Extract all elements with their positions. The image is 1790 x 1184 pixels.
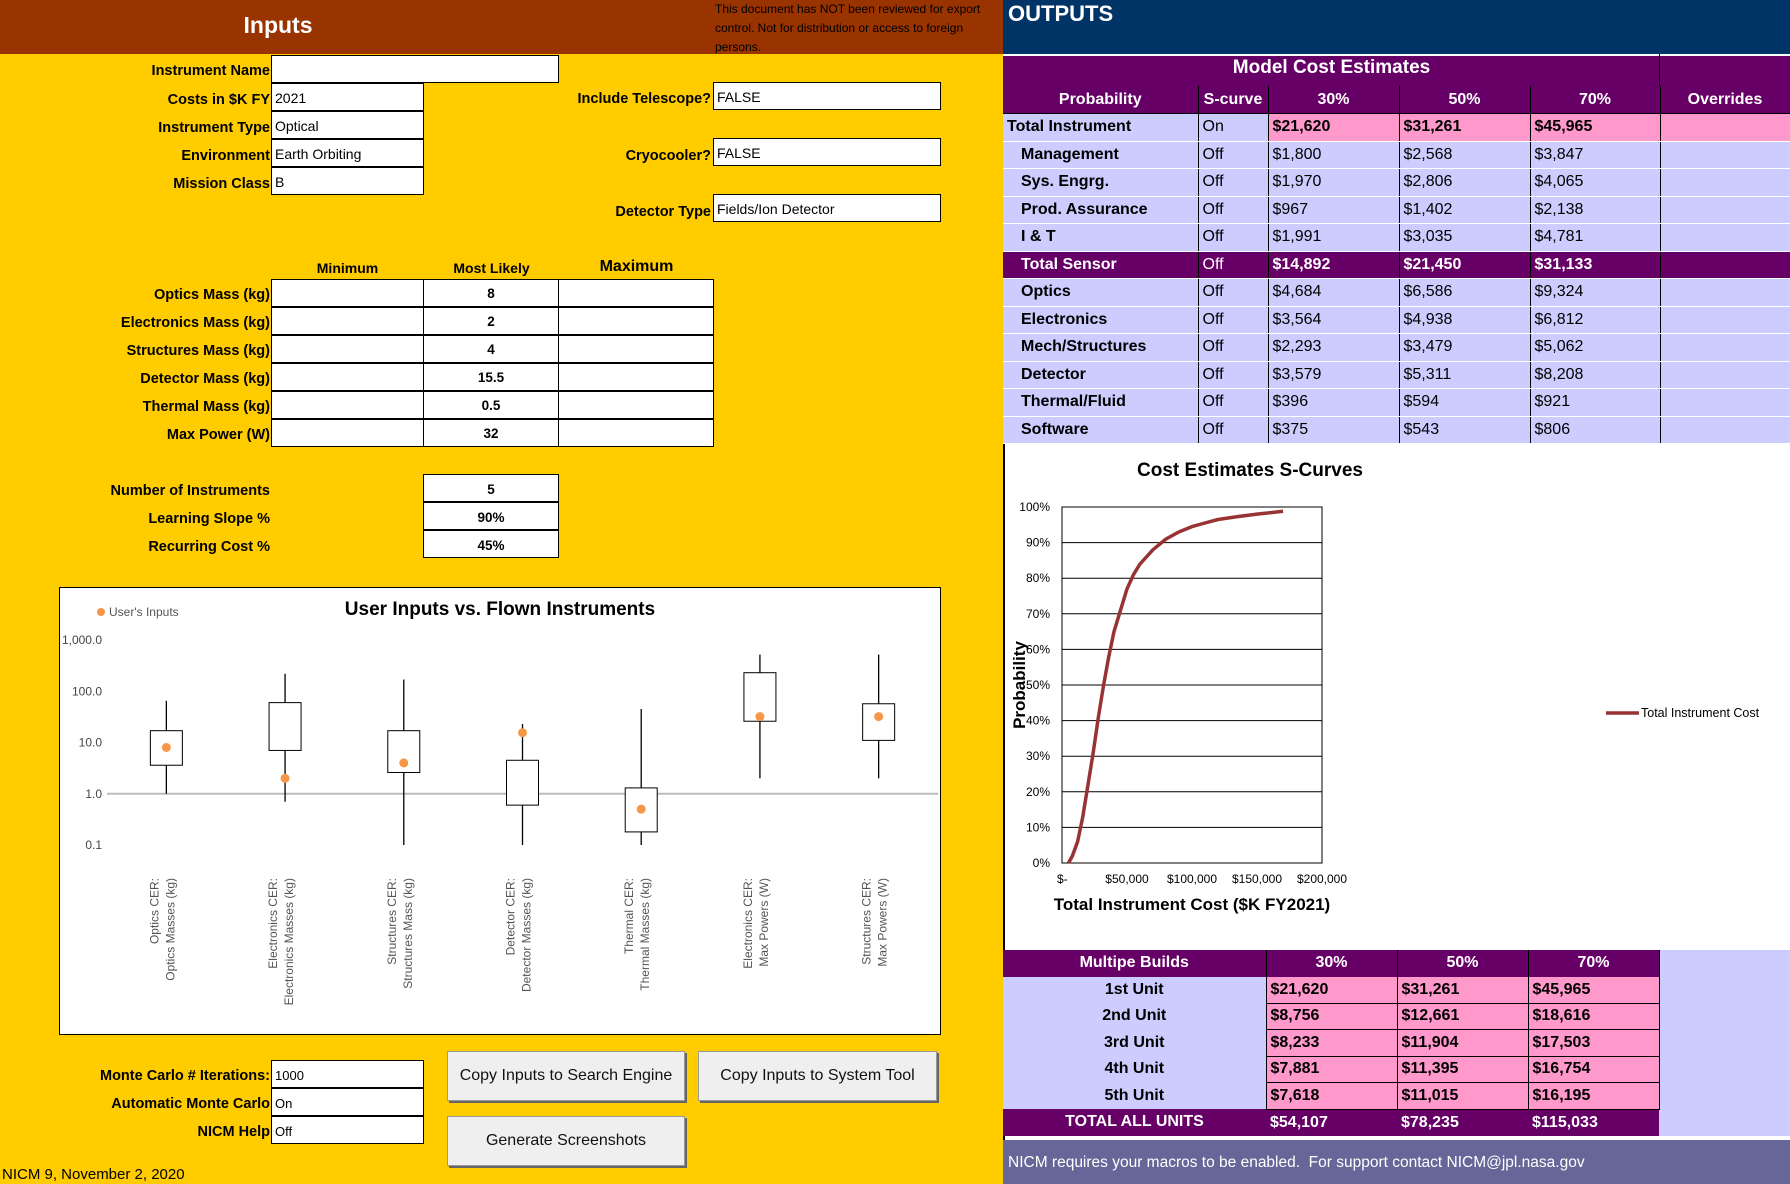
cost-row-p30: $1,991 [1268,224,1399,252]
cost-row-p70: $45,965 [1530,114,1660,142]
cost-row-p30: $14,892 [1268,251,1399,279]
cost-row-scurve[interactable]: Off [1198,196,1268,224]
costs-fy-input[interactable]: 2021 [271,83,424,111]
cost-row-p30: $967 [1268,196,1399,224]
cost-row-label: Prod. Assurance [1003,196,1198,224]
multiple-builds-total-row [1003,1109,1790,1136]
mb-unit-label: 5th Unit [1003,1083,1266,1110]
cost-row-p30: $1,970 [1268,169,1399,197]
mb-unit-p50: $11,015 [1397,1083,1528,1110]
header-p70: 70% [1530,86,1660,114]
box-iqr [507,760,539,805]
box-category-label: Structures CER: [859,878,874,965]
multiple-builds-row [1003,1083,1790,1110]
cost-row-label: Total Instrument [1003,114,1198,142]
cost-row [1003,279,1790,307]
multiple-builds-row [1003,1003,1790,1030]
instrument-name-label: Instrument Name [151,63,270,79]
box-category-label: Structures CER: [384,878,399,965]
s-x-tick: $100,000 [1166,872,1218,886]
cost-row-scurve[interactable]: Off [1198,306,1268,334]
header-s-curve: S-curve [1198,86,1268,114]
mass-min-input[interactable] [271,391,424,419]
cost-row-p70: $8,208 [1530,361,1660,389]
mission-class-input[interactable]: B [271,167,424,195]
mb-unit-label: 3rd Unit [1003,1030,1266,1057]
cost-row [1003,196,1790,224]
s-curve-svg [1005,450,1790,950]
mb-unit-p70: $17,503 [1528,1030,1659,1057]
mb-unit-label: 1st Unit [1003,977,1266,1004]
cost-row-label: Detector [1003,361,1198,389]
detector-type-input[interactable]: Fields/Ion Detector [713,194,941,222]
cost-row-p30: $2,293 [1268,334,1399,362]
mass-likely-input[interactable]: 32 [423,419,559,447]
mass-header-maximum: Maximum [599,258,674,275]
cost-row-p50: $1,402 [1399,196,1530,224]
user-input-point [874,712,883,721]
mb-header-blank [1659,950,1790,977]
cost-row-override[interactable] [1660,224,1790,252]
monte-carlo-label: Monte Carlo # Iterations: [100,1068,270,1084]
box-y-tick: 1.0 [85,786,102,801]
header-p50: 50% [1399,86,1530,114]
production-label: Number of Instruments [110,483,270,499]
mb-total-label: TOTAL ALL UNITS [1003,1109,1266,1136]
mass-max-input[interactable] [558,335,714,363]
mb-unit-p30: $7,881 [1266,1056,1397,1083]
mb-unit-p30: $8,756 [1266,1003,1397,1030]
inputs-title: Inputs [243,12,313,38]
mb-total-p50: $78,235 [1397,1109,1528,1136]
user-input-point [162,743,171,752]
cost-row [1003,361,1790,389]
s-y-tick: 60% [1025,642,1050,657]
version-label: NICM 9, November 2, 2020 [2,1166,185,1183]
cost-row-p50: $3,035 [1399,224,1530,252]
mass-min-input[interactable] [271,363,424,391]
box-plot-svg [60,588,940,1034]
cost-row [1003,416,1790,444]
cost-row-override[interactable] [1660,169,1790,197]
cost-row-p70: $921 [1530,389,1660,417]
box-category-label: Detector Masses (kg) [519,878,534,993]
cost-row-p50: $31,261 [1399,114,1530,142]
mb-unit-p50: $11,904 [1397,1030,1528,1057]
environment-label: Environment [181,148,270,164]
cost-row-override[interactable] [1660,196,1790,224]
s-y-tick: 70% [1025,606,1050,621]
multiple-builds-table [1003,950,1790,1136]
mb-unit-p30: $21,620 [1266,977,1397,1004]
mass-row-label: Optics Mass (kg) [153,287,270,303]
mb-header-p50: 50% [1397,950,1528,977]
cost-row-p30: $3,579 [1268,361,1399,389]
include-telescope-input[interactable]: FALSE [713,82,941,110]
mass-header-minimum: Minimum [316,260,379,276]
box-chart-title: User Inputs vs. Flown Instruments [344,599,656,620]
cost-row-override[interactable] [1660,279,1790,307]
mb-unit-p70: $16,754 [1528,1056,1659,1083]
copy-inputs-search-engine-button[interactable]: Copy Inputs to Search Engine [447,1051,685,1101]
production-label: Recurring Cost % [148,539,270,555]
cost-row-label: Total Sensor [1003,251,1198,279]
s-legend-label: Total Instrument Cost [1641,706,1760,720]
user-input-point [399,758,408,767]
cost-row-p50: $6,586 [1399,279,1530,307]
cost-row [1003,306,1790,334]
cost-row-scurve[interactable]: On [1198,114,1268,142]
header-probability: Probability [1003,86,1198,114]
cost-row-override[interactable] [1660,114,1790,142]
cost-row-p30: $375 [1268,416,1399,444]
box-category-label: Max Powers (W) [756,878,771,967]
cost-row-p70: $31,133 [1530,251,1660,279]
s-x-axis-title: Total Instrument Cost ($K FY2021) [1053,895,1331,914]
production-input[interactable]: 5 [423,474,559,502]
cost-row-p50: $2,568 [1399,141,1530,169]
cost-row-override[interactable] [1660,306,1790,334]
box-y-tick: 1,000.0 [61,633,102,647]
s-curve-series-line [1069,511,1284,863]
cost-row-p50: $3,479 [1399,334,1530,362]
mb-unit-p30: $7,618 [1266,1083,1397,1110]
monte-carlo-label: NICM Help [197,1124,270,1140]
cost-row-p50: $21,450 [1399,251,1530,279]
cost-row-p70: $4,781 [1530,224,1660,252]
mass-row-label: Max Power (W) [166,427,270,443]
instrument-type-input[interactable]: Optical [271,111,424,139]
cost-row-scurve[interactable]: Off [1198,389,1268,417]
mb-header-builds: Multipe Builds [1003,950,1266,977]
multiple-builds-row [1003,1030,1790,1057]
mass-max-input[interactable] [558,363,714,391]
export-control-notice: This document has NOT been reviewed for export control. Not for distribution or access to foreign persons. [715,2,981,54]
cost-row [1003,169,1790,197]
include-telescope-label: Include Telescope? [577,91,711,107]
cost-row-override[interactable] [1660,141,1790,169]
s-curve-title: Cost Estimates S-Curves [1137,460,1363,481]
box-category-label: Thermal Masses (kg) [638,878,653,991]
mass-row-label: Electronics Mass (kg) [120,315,270,331]
cost-row-p70: $2,138 [1530,196,1660,224]
cost-row-p70: $3,847 [1530,141,1660,169]
s-y-tick: 20% [1025,784,1050,799]
box-y-tick: 100.0 [71,684,102,699]
mb-total-p30: $54,107 [1266,1109,1397,1136]
multiple-builds-row [1003,977,1790,1004]
cost-row-scurve[interactable]: Off [1198,141,1268,169]
mission-class-label: Mission Class [173,176,270,192]
cost-row-p30: $21,620 [1268,114,1399,142]
box-iqr [269,703,301,751]
mb-unit-p50: $11,395 [1397,1056,1528,1083]
user-input-point [518,728,527,737]
user-input-point [281,774,290,783]
cost-row-p30: $3,564 [1268,306,1399,334]
cost-row-scurve[interactable]: Off [1198,416,1268,444]
legend-marker [97,608,105,616]
box-y-tick: 10.0 [78,735,102,750]
cryocooler-input[interactable]: FALSE [713,138,941,166]
mb-unit-blank [1659,977,1790,1004]
cost-row-label: I & T [1003,224,1198,252]
mb-unit-p50: $12,661 [1397,1003,1528,1030]
cost-row-label: Management [1003,141,1198,169]
mass-row-label: Structures Mass (kg) [126,343,270,359]
s-y-tick: 10% [1025,820,1050,835]
mb-unit-blank [1659,1083,1790,1110]
mb-unit-p70: $18,616 [1528,1003,1659,1030]
multiple-builds-header-row [1003,950,1790,977]
cost-row-p50: $543 [1399,416,1530,444]
box-category-label: Max Powers (W) [875,878,890,967]
cost-row [1003,141,1790,169]
mass-likely-input[interactable]: 4 [423,335,559,363]
mb-unit-label: 4th Unit [1003,1056,1266,1083]
header-overrides: Overrides [1660,86,1790,114]
production-input[interactable]: 90% [423,502,559,530]
mass-max-input[interactable] [558,419,714,447]
mass-min-input[interactable] [271,279,424,307]
support-footer-text: NICM requires your macros to be enabled. For support contact NICM@jpl.nasa.gov [1008,1154,1585,1171]
s-x-tick: $150,000 [1231,872,1283,886]
cost-row-p70: $4,065 [1530,169,1660,197]
production-label: Learning Slope % [148,511,270,527]
outputs-title: OUTPUTS [1008,1,1114,26]
cryocooler-label: Cryocooler? [625,148,711,164]
mass-likely-input[interactable]: 0.5 [423,391,559,419]
production-input[interactable]: 45% [423,530,559,558]
cost-row-label: Sys. Engrg. [1003,169,1198,197]
cost-row [1003,251,1790,279]
costs-fy-label: Costs in $K FY [167,92,270,108]
cost-row-scurve[interactable]: Off [1198,279,1268,307]
cost-row [1003,334,1790,362]
mass-likely-input[interactable]: 15.5 [423,363,559,391]
cost-row-override[interactable] [1660,361,1790,389]
user-inputs-chart [59,587,941,1035]
box-category-label: Electronics CER: [266,878,281,969]
mass-min-input[interactable] [271,335,424,363]
model-cost-title: Model Cost Estimates [1232,57,1431,78]
box-y-tick: 0.1 [85,838,102,852]
instrument-name-input[interactable] [271,55,559,83]
cost-row-override[interactable] [1660,334,1790,362]
model-cost-table [1003,86,1790,444]
mb-unit-label: 2nd Unit [1003,1003,1266,1030]
mass-max-input[interactable] [558,307,714,335]
box-category-label: Electronics Masses (kg) [282,878,297,1006]
multiple-builds-row [1003,1056,1790,1083]
s-y-tick: 40% [1025,713,1050,728]
cost-row-label: Optics [1003,279,1198,307]
mass-max-input[interactable] [558,391,714,419]
s-y-axis-title: Probability [1010,641,1029,729]
mass-likely-input[interactable]: 2 [423,307,559,335]
s-y-tick: 100% [1019,500,1050,514]
cost-row-p30: $396 [1268,389,1399,417]
s-y-tick: 0% [1032,856,1050,870]
instrument-type-label: Instrument Type [158,120,270,136]
cost-row-scurve[interactable]: Off [1198,361,1268,389]
s-y-tick: 90% [1025,535,1050,550]
cost-row-p70: $9,324 [1530,279,1660,307]
mb-header-p30: 30% [1266,950,1397,977]
mb-header-p70: 70% [1528,950,1659,977]
cost-row [1003,224,1790,252]
cost-row-label: Mech/Structures [1003,334,1198,362]
overrides-title-divider [1659,54,1660,86]
box-category-label: Detector CER: [503,878,518,956]
box-category-label: Optics Masses (kg) [163,878,178,981]
mass-min-input[interactable] [271,419,424,447]
cost-row [1003,389,1790,417]
copy-inputs-system-tool-button[interactable]: Copy Inputs to System Tool [698,1051,937,1101]
mb-unit-p70: $16,195 [1528,1083,1659,1110]
model-cost-header-row [1003,86,1790,114]
outputs-header [1003,0,1790,54]
cost-row-p70: $806 [1530,416,1660,444]
monte-carlo-input[interactable]: 1000 [271,1060,424,1088]
environment-input[interactable]: Earth Orbiting [271,139,424,167]
mb-unit-blank [1659,1030,1790,1057]
cost-row-p70: $6,812 [1530,306,1660,334]
cost-row-p70: $5,062 [1530,334,1660,362]
box-category-label: Structures Mass (kg) [400,878,415,989]
box-category-label: Electronics CER: [740,878,755,969]
cost-row-scurve[interactable]: Off [1198,169,1268,197]
s-x-tick: $200,000 [1296,872,1348,886]
detector-type-label: Detector Type [615,204,711,220]
header-p30: 30% [1268,86,1399,114]
cost-row-scurve[interactable]: Off [1198,251,1268,279]
cost-row-p30: $4,684 [1268,279,1399,307]
mb-unit-blank [1659,1003,1790,1030]
mb-unit-p50: $31,261 [1397,977,1528,1004]
mass-min-input[interactable] [271,307,424,335]
cost-row-p50: $2,806 [1399,169,1530,197]
cost-row [1003,114,1790,142]
cost-row-p50: $5,311 [1399,361,1530,389]
cost-row-label: Software [1003,416,1198,444]
mb-total-blank [1659,1109,1790,1136]
mass-likely-input[interactable]: 8 [423,279,559,307]
box-category-label: Thermal CER: [622,878,637,955]
cost-row-p30: $1,800 [1268,141,1399,169]
cost-row-label: Thermal/Fluid [1003,389,1198,417]
s-x-tick: $- [1057,872,1068,886]
s-x-tick: $50,000 [1105,872,1149,886]
monte-carlo-input[interactable]: Off [271,1116,424,1144]
user-input-point [755,712,764,721]
mb-unit-blank [1659,1056,1790,1083]
s-curve-chart [1005,450,1790,950]
s-y-tick: 80% [1025,571,1050,586]
s-y-tick: 50% [1025,678,1050,692]
mb-unit-p30: $8,233 [1266,1030,1397,1057]
box-category-label: Optics CER: [147,878,162,945]
cost-row-override[interactable] [1660,389,1790,417]
mb-unit-p70: $45,965 [1528,977,1659,1004]
cost-row-p50: $594 [1399,389,1530,417]
monte-carlo-input[interactable]: On [271,1088,424,1116]
legend-user-inputs: User's Inputs [109,605,179,619]
generate-screenshots-button[interactable]: Generate Screenshots [447,1116,685,1166]
cost-row-scurve[interactable]: Off [1198,334,1268,362]
cost-row-override[interactable] [1660,416,1790,444]
mass-max-input[interactable] [558,279,714,307]
user-input-point [637,805,646,814]
cost-row-p50: $4,938 [1399,306,1530,334]
s-y-tick: 30% [1025,749,1050,764]
cost-row-scurve[interactable]: Off [1198,224,1268,252]
cost-row-label: Electronics [1003,306,1198,334]
mass-row-label: Thermal Mass (kg) [142,399,270,415]
box-iqr [863,704,895,741]
monte-carlo-label: Automatic Monte Carlo [111,1096,270,1112]
cost-row-override[interactable] [1660,251,1790,279]
mb-total-p70: $115,033 [1528,1109,1659,1136]
mass-row-label: Detector Mass (kg) [140,371,270,387]
mass-header-most-likely: Most Likely [453,260,530,276]
